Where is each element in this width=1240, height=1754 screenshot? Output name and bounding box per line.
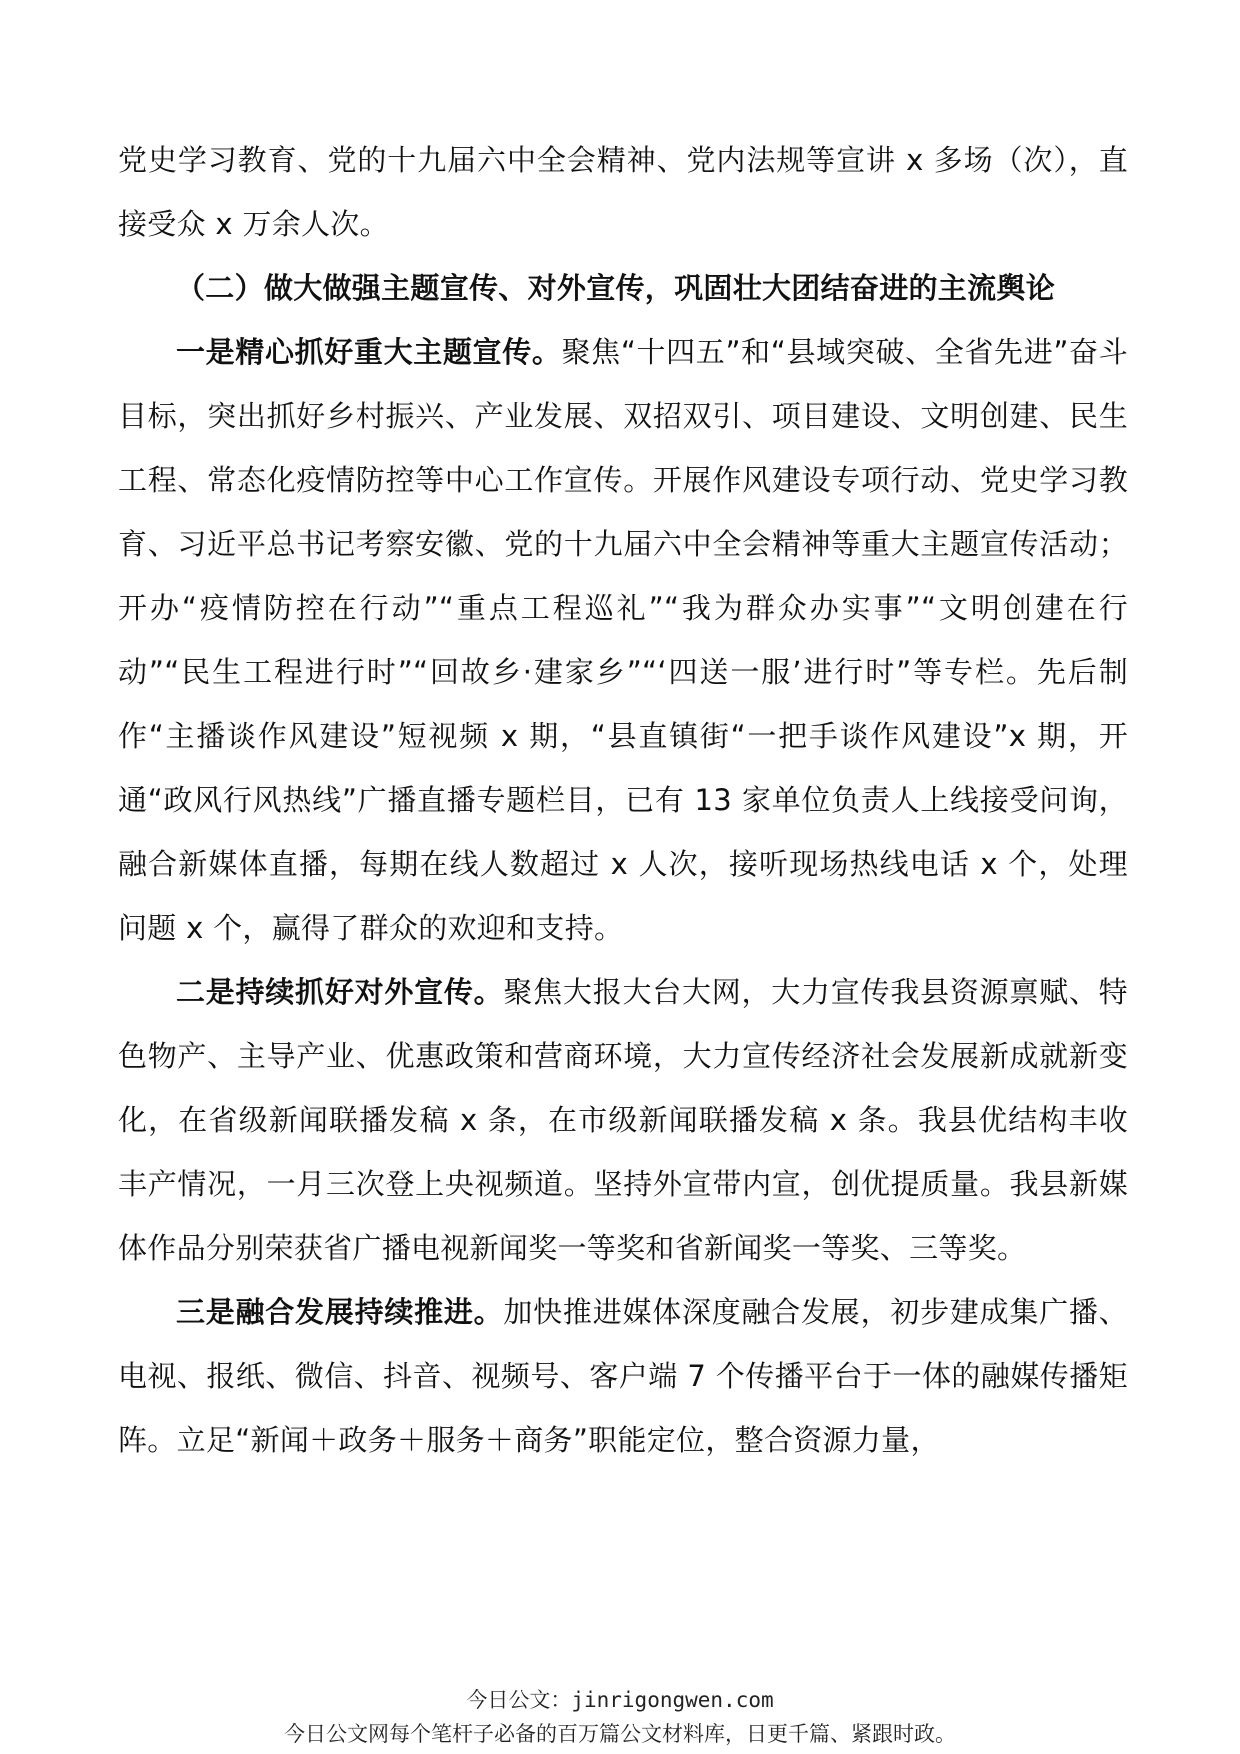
paragraph-external-publicity <box>118 960 1128 1280</box>
paragraph-lead: 一是精心抓好重大主题宣传。 <box>176 335 562 369</box>
paragraph-lead: 二是持续抓好对外宣传。 <box>176 975 504 1009</box>
document-body <box>118 128 1128 1472</box>
paragraph-text: 加快推进媒体深度融合发展，初步建成集广播、电视、报纸、微信、抖音、视频号、客户端 7 个传播平台于一体的融媒传播矩阵。立足“新闻＋政务＋服务＋商务”职能定位，整合资源力量， <box>118 1295 1128 1457</box>
footer-site-label: 今日公文： <box>466 1688 572 1712</box>
footer-site-line <box>0 1683 1240 1717</box>
footer-site-link[interactable]: jinrigongwen.com <box>571 1688 774 1712</box>
section-heading: （二）做大做强主题宣传、对外宣传，巩固壮大团结奋进的主流舆论 <box>176 271 1056 305</box>
paragraph-lead: 三是融合发展持续推进。 <box>176 1295 504 1329</box>
paragraph-text: 聚焦大报大台大网，大力宣传我县资源禀赋、特色物产、主导产业、优惠政策和营商环境，大力宣传经济社会发展新成就新变化，在省级新闻联播发稿 x 条，在市级新闻联播发稿 x 条。我县优结构丰收丰产情况，一月三次登上央视频道。坚持外宣带内宣，创优提质量。我县新媒体作品分别荣获省广播电视新闻奖一等奖和省新闻奖一等奖、三等奖。 <box>118 975 1128 1265</box>
paragraph-continuation: 党史学习教育、党的十九届六中全会精神、党内法规等宣讲 x 多场（次），直接受众 x 万余人次。 <box>118 143 1128 241</box>
page-footer <box>0 1683 1240 1751</box>
footer-slogan: 今日公文网每个笔杆子必备的百万篇公文材料库，日更千篇、紧跟时政。 <box>284 1722 956 1746</box>
paragraph-text: 聚焦“十四五”和“县域突破、全省先进”奋斗目标，突出抓好乡村振兴、产业发展、双招双引、项目建设、文明创建、民生工程、常态化疫情防控等中心工作宣传。开展作风建设专项行动、党史学习教育、习近平总书记考察安徽、党的十九届六中全会精神等重大主题宣传活动；开办“疫情防控在行动”“重点工程巡礼”“我为群众办实事”“文明创建在行动”“民生工程进行时”“回故乡·建家乡”“‘四送一服’进行时”等专栏。先后制作“主播谈作风建设”短视频 x 期，“县直镇街“一把手谈作风建设”x 期，开通“政风行风热线”广播直播专题栏目，已有 13 家单位负责人上线接受问询，融合新媒体直播，每期在线人数超过 x 人次，接听现场热线电话 x 个，处理问题 x 个，赢得了群众的欢迎和支持。 <box>118 335 1128 945</box>
paragraph-theme-publicity <box>118 320 1128 960</box>
paragraph-media-fusion <box>118 1280 1128 1472</box>
